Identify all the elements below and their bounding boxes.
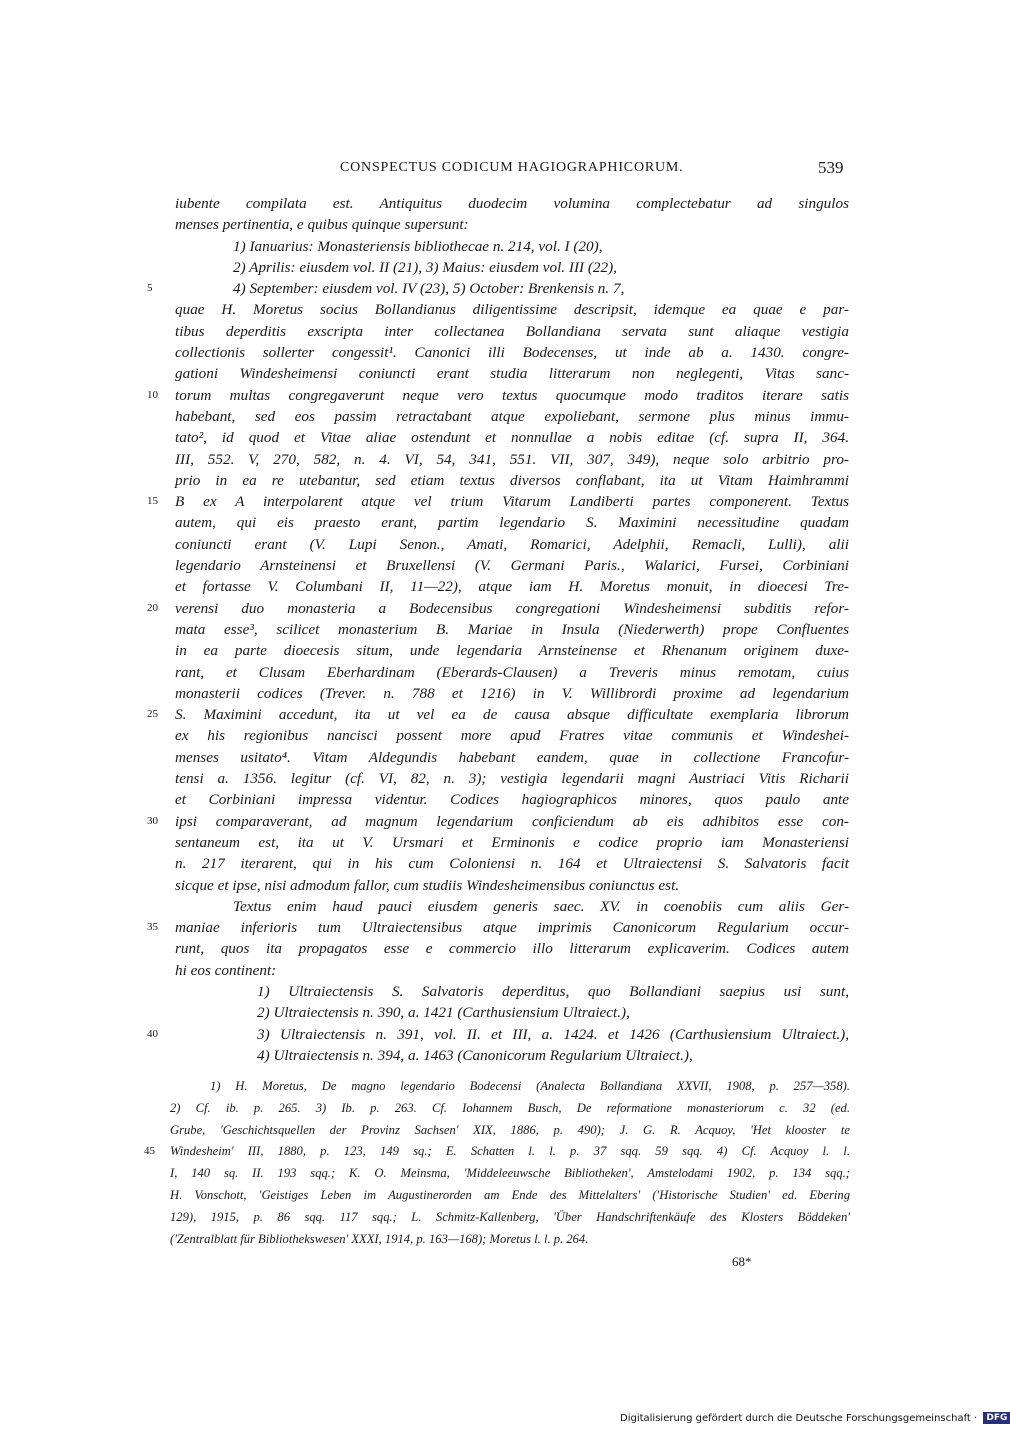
- body-line-text: coniuncti erant (V. Lupi Senon., Amati, Romarici, Adelphii, Remacli, Lulli), alii: [175, 535, 849, 553]
- body-line-text: Textus enim haud pauci eiusdem generis saec. XV. in coenobiis cum aliis Ger-: [233, 897, 849, 915]
- body-line-text: menses usitato⁴. Vitam Aldegundis habebant eandem, quae in collectione Francofur-: [175, 748, 849, 766]
- footnote-line: [170, 1207, 850, 1229]
- body-line-text: monasterii codices (Trever. n. 788 et 1216) in V. Willibrordi proxime ad legendarium: [175, 684, 849, 702]
- body-line: [175, 470, 849, 491]
- footnote-line: [170, 1163, 850, 1185]
- body-line: [175, 896, 849, 917]
- body-line-text: ipsi comparaverant, ad magnum legendarium conficiendum ab eis adhibitos esse con-: [175, 812, 849, 830]
- body-line-text: tibus deperditis exscripta inter collectanea Bollandiana servata sunt aliaque vestigia: [175, 322, 849, 340]
- body-line: [175, 363, 849, 384]
- page-number: 539: [818, 158, 844, 177]
- body-line: [175, 299, 849, 320]
- body-line-text: 4) September: eiusdem vol. IV (23), 5) October: Brenkensis n. 7,: [233, 280, 625, 298]
- body-line: [175, 257, 849, 278]
- footnote-line-text: 1) H. Moretus, De magno legendario Bodecensi (Analecta Bollandiana XXVII, 1908, p. 257—358).: [210, 1079, 850, 1093]
- footnote-line: [170, 1185, 850, 1207]
- body-line: [147, 704, 849, 725]
- body-line-text: n. 217 iterarent, qui in his cum Coloniensi n. 164 et Ultraiectensi S. Salvatoris facit: [175, 855, 849, 873]
- body-line: [147, 491, 849, 512]
- body-line: [175, 683, 849, 704]
- body-line: [175, 576, 849, 597]
- footnote-line-text: Grube, 'Geschichtsquellen der Provinz Sachsen' XIX, 1886, p. 490); J. G. R. Acquoy, 'Het klooster te: [170, 1122, 850, 1137]
- line-number: 25: [147, 708, 158, 721]
- body-line-text: 1) Ultraiectensis S. Salvatoris deperditus, quo Bollandiani saepius usi sunt,: [257, 982, 849, 1000]
- line-number: 15: [147, 495, 158, 508]
- footnote-line: [170, 1229, 850, 1251]
- body-line: [175, 1002, 849, 1023]
- body-line-text: quae H. Moretus socius Bollandianus diligentissime descripsit, idemque ea quae e par-: [175, 301, 849, 319]
- body-line-text: autem, qui eis praesto erant, partim legendario S. Maximini necessitudine quadam: [175, 514, 849, 532]
- body-line: [175, 512, 849, 533]
- footnotes: [144, 1076, 850, 1250]
- body-line-text: sicque et ipse, nisi admodum fallor, cum studiis Windesheimensibus coniunctus est.: [175, 876, 680, 894]
- body-line: [175, 853, 849, 874]
- body-line-text: ex his regionibus nancisci possent more apud Fratres vitae communis et Windeshei-: [175, 727, 849, 745]
- body-line-text: mata esse³, scilicet monasterium B. Mariae in Insula (Niederwerth) prope Confluentes: [175, 620, 849, 638]
- body-line: [147, 598, 849, 619]
- body-line-text: gationi Windesheimensi coniuncti erant studia litterarum non neglegenti, Vitas sanc-: [175, 365, 849, 383]
- footnote-line-text: 2) Cf. ib. p. 265. 3) Ib. p. 263. Cf. Iohannem Busch, De reformatione monasteriorum c. 32 (ed.: [170, 1100, 850, 1115]
- body-line: [175, 427, 849, 448]
- body-line: [175, 406, 849, 427]
- body-line-text: tensi a. 1356. legitur (cf. VI, 82, n. 3); vestigia legendarii magni Austriaci Vitis Richarii: [175, 770, 849, 788]
- body-line-text: prio in ea re utebantur, sed etiam textus diversos conflabant, ita ut Vitam Haimhrammi: [175, 471, 849, 489]
- body-line-text: S. Maximini accedunt, ita ut vel ea de causa absque difficultate exemplaria librorum: [175, 706, 849, 724]
- line-number: 45: [144, 1145, 155, 1158]
- body-line: [175, 640, 849, 661]
- footnote-line: [170, 1098, 850, 1120]
- body-line-text: torum multas congregaverunt neque vero textus quocumque modo traditos iterare satis: [175, 386, 849, 404]
- footnote-line-text: Windesheim' III, 1880, p. 123, 149 sq.; E. Schatten l. l. p. 37 sqq. 59 sqq. 4) Cf. Acquoy l. l.: [170, 1144, 850, 1159]
- body-line: [175, 193, 849, 214]
- body-line-text: B ex A interpolarent atque vel trium Vitarum Landiberti partes componerent. Textus: [175, 493, 849, 511]
- body-line: [175, 725, 849, 746]
- body-line-text: III, 552. V, 270, 582, n. 4. VI, 54, 341, 551. VII, 307, 349), neque solo arbitrio pro-: [175, 450, 849, 468]
- body-line: [147, 917, 849, 938]
- body-line-text: 2) Ultraiectensis n. 390, a. 1421 (Carthusiensium Ultraiect.),: [257, 1004, 630, 1022]
- footnote-line-text: 129), 1915, p. 86 sqq. 117 sqq.; L. Schmitz-Kallenberg, 'Über Handschriftenkäufe des Klosters Böddeken': [170, 1209, 850, 1224]
- footnote-line-text: H. Vonschott, 'Geistiges Leben im Augustinerorden am Ende des Mittelalters' ('Historische Studien' ed. Ebering: [170, 1187, 850, 1202]
- body-line: [175, 832, 849, 853]
- body-line-text: iubente compilata est. Antiquitus duodecim volumina complectebatur ad singulos: [175, 195, 849, 212]
- body-line-text: rant, et Clusam Eberhardinam (Eberards-Clausen) a Treveris minus remotam, cuius: [175, 663, 849, 681]
- body-line: [175, 662, 849, 683]
- footnote-line-text: ('Zentralblatt für Bibliothekswesen' XXXI, 1914, p. 163—168); Moretus l. l. p. 264.: [170, 1231, 589, 1246]
- line-number: 30: [147, 814, 158, 827]
- body-line: [175, 321, 849, 342]
- body-line-text: in ea parte dioecesis situm, unde legendaria Arnsteinense et Rhenanum originem duxe-: [175, 642, 849, 660]
- body-line-text: 4) Ultraiectensis n. 394, a. 1463 (Canonicorum Regularium Ultraiect.),: [257, 1046, 693, 1064]
- footnote-line: [144, 1141, 850, 1163]
- body-line-text: hi eos continent:: [175, 961, 277, 979]
- body-line: [175, 534, 849, 555]
- body-text: [147, 193, 849, 1066]
- footnote-line: [170, 1120, 850, 1142]
- body-line-text: legendario Arnsteinensi et Bruxellensi (V. Germani Paris., Walarici, Fursei, Corbiniani: [175, 557, 849, 575]
- body-line-text: habebant, sed eos passim retractabant atque expoliebant, sermone plus minus immu-: [175, 407, 849, 425]
- body-line: [175, 236, 849, 257]
- body-line: [175, 747, 849, 768]
- body-line: [175, 214, 849, 235]
- body-line: [147, 278, 849, 299]
- body-line: [175, 1045, 849, 1066]
- signature-mark: 68*: [732, 1254, 752, 1269]
- footer-credit-text: Digitalisierung gefördert durch die Deutsche Forschungsgemeinschaft ·: [620, 1413, 978, 1424]
- body-line: [175, 342, 849, 363]
- footer-credit: [620, 1412, 1010, 1424]
- body-line-text: menses pertinentia, e quibus quinque supersunt:: [175, 216, 469, 234]
- body-line-text: maniae inferioris tum Ultraiectensibus atque imprimis Canonicorum Regularium occur-: [175, 919, 849, 937]
- body-line: [175, 960, 849, 981]
- running-title: CONSPECTUS CODICUM HAGIOGRAPHICORUM.: [340, 160, 684, 175]
- body-line: [175, 875, 849, 896]
- line-number: 35: [147, 921, 158, 934]
- footnote-line-text: I, 140 sq. II. 193 sqq.; K. O. Meinsma, 'Middeleeuwsche Bibliotheken', Amstelodami 1902, p. 134 sqq.;: [170, 1166, 850, 1181]
- body-line-text: runt, quos ita propagatos esse e commercio illo litterarum explicaverim. Codices autem: [175, 940, 849, 958]
- body-line-text: verensi duo monasteria a Bodecensibus congregationi Windesheimensi subditis refor-: [175, 599, 849, 617]
- body-line-text: 3) Ultraiectensis n. 391, vol. II. et III, a. 1424. et 1426 (Carthusiensium Ultraiect.),: [257, 1025, 849, 1043]
- body-line-text: et Corbiniani impressa videntur. Codices hagiographicos minores, quos paulo ante: [175, 791, 849, 809]
- body-line: [175, 619, 849, 640]
- body-line: [175, 768, 849, 789]
- body-line: [175, 789, 849, 810]
- running-header: [0, 160, 1000, 184]
- body-line: [175, 938, 849, 959]
- footnote-line: [170, 1076, 850, 1098]
- body-line: [147, 385, 849, 406]
- body-line: [147, 811, 849, 832]
- body-line: [175, 449, 849, 470]
- body-line-text: et fortasse V. Columbani II, 11—22), atque iam H. Moretus monuit, in dioecesi Tre-: [175, 578, 849, 596]
- body-line: [175, 981, 849, 1002]
- body-line: [147, 1024, 849, 1045]
- body-line-text: tato², id quod et Vitae aliae ostendunt et nonnullae a nobis editae (cf. supra II, 364.: [175, 429, 849, 447]
- line-number: 10: [147, 388, 158, 401]
- line-number: 5: [147, 282, 153, 295]
- body-line-text: sentaneum est, ita ut V. Ursmari et Erminonis e codice proprio iam Monasteriensi: [175, 833, 849, 851]
- dfg-logo: DFG: [983, 1412, 1010, 1424]
- body-line: [175, 555, 849, 576]
- body-line-text: 1) Ianuarius: Monasteriensis bibliothecae n. 214, vol. I (20),: [233, 237, 603, 255]
- body-line-text: 2) Aprilis: eiusdem vol. II (21), 3) Maius: eiusdem vol. III (22),: [233, 258, 617, 276]
- line-number: 20: [147, 601, 158, 614]
- line-number: 40: [147, 1027, 158, 1040]
- body-line-text: collectionis sollerter congessit¹. Canonici illi Bodecenses, ut inde ab a. 1430. congre-: [175, 344, 849, 362]
